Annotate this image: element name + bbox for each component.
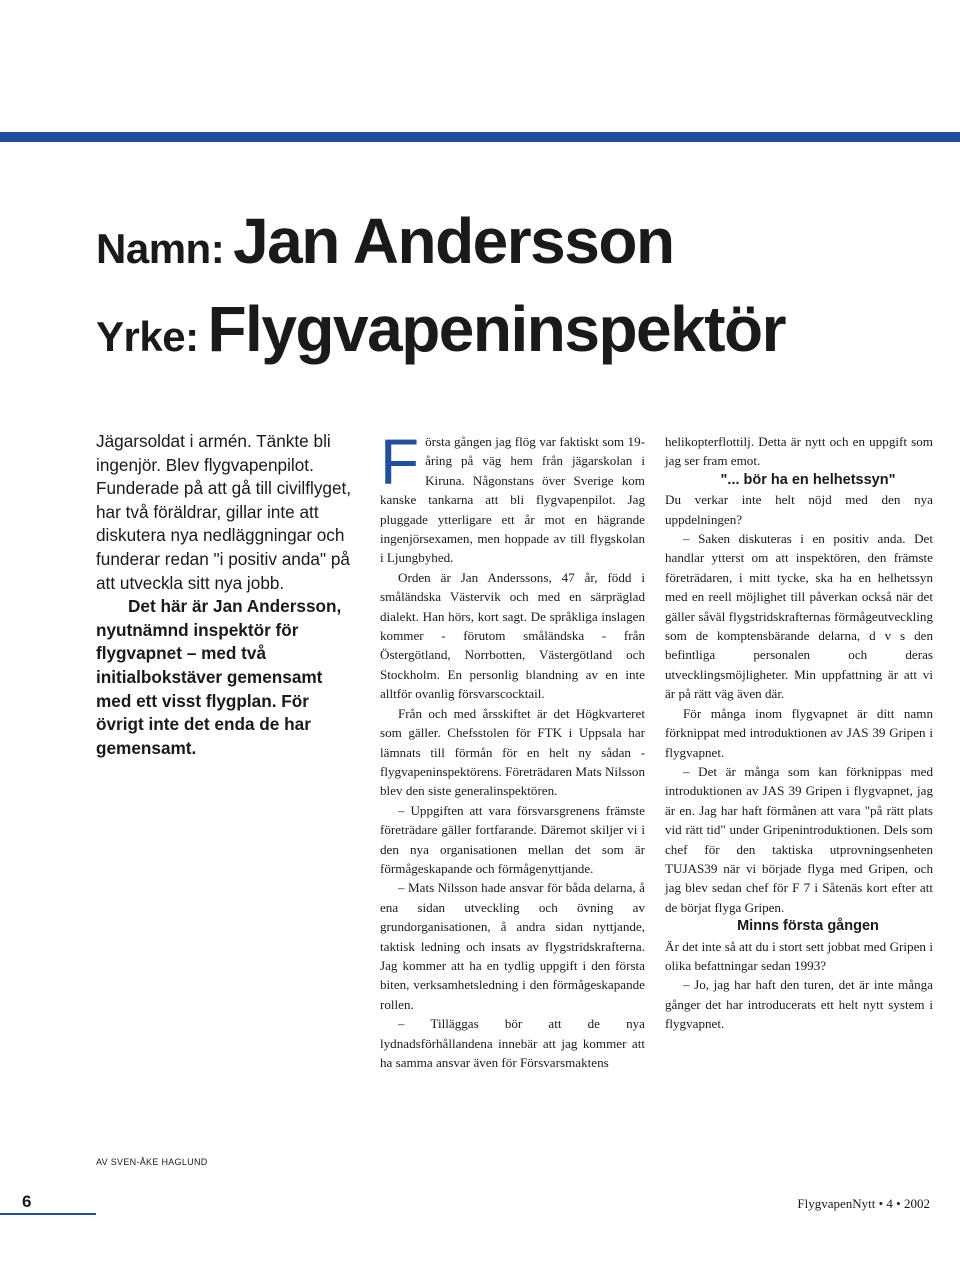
lead-summary: Det här är Jan Andersson, nyutnämnd inspektör för flygvapnet – med två initialbokstäver gemensamt med ett visst flygplan. För övrigt inte det enda de har gemensamt. bbox=[96, 596, 342, 758]
article-paragraph: helikopterflottilj. Detta är nytt och en uppgift som jag ser fram emot. bbox=[665, 434, 933, 469]
byline: AV SVEN-ÅKE HAGLUND bbox=[96, 1157, 208, 1167]
article-column-3 bbox=[665, 432, 933, 1034]
subheading-helhetssyn: "... bör ha en helhetssyn" bbox=[720, 471, 896, 488]
lead-paragraph bbox=[96, 430, 352, 760]
page-number-underline bbox=[0, 1213, 96, 1215]
headline-name bbox=[96, 204, 674, 278]
article-paragraph: Från och med årsskiftet är det Högkvarteret som gäller. Chefsstolen för FTK i Uppsala har lämnats till förmån för en helt ny sådan - flygvapeninspektörens. Företrädaren Mats Nilsson blev den siste generalinspektören. bbox=[380, 705, 645, 799]
article-paragraph: – Tilläggas bör att de nya lydnadsförhållandena innebär att jag kommer att ha samma ansvar även för Försvarsmaktens bbox=[380, 1016, 645, 1070]
opening-text: örsta gången jag flög var faktiskt som 19-åring på väg hem från jägarskolan i Kiruna. Någonstans över Sverige kom kanske tankarna att bli flygvapenpilot. Jag pluggade ytterligare ett år mot en hägrande ingenjörsexamen, men hoppade av till flygskolan i Ljungbyhed. bbox=[380, 434, 645, 566]
name-value: Jan Andersson bbox=[233, 205, 674, 277]
article-paragraph: – Saken diskuteras i en positiv anda. Det handlar ytterst om att inspektören, den främste företrädaren, i mitt tycke, ska ha en helhetssyn med en reell möjlighet till påverkan också när det gäller såväl flygstridskrafternas förmågeutveckling som de komptensbärande delarna, d v s den befintliga personalen och deras utvecklingsmöjligheter. Min uppfattning är att vi är på rätt väg även där. bbox=[665, 531, 933, 702]
article-paragraph: – Uppgiften att vara försvarsgrenens främste företrädare gäller fortfarande. Däremot skiljer vi i den nya organisationen mellan det som är förmågeskapande och förmågenyttjande. bbox=[380, 802, 645, 876]
article-paragraph bbox=[380, 426, 645, 568]
lead-intro: Jägarsoldat i armén. Tänkte bli ingenjör. Blev flygvapenpilot. Funderade på att gå till civilflyget, har två föräldrar, gillar inte att diskutera nya nedläggningar och funderar redan "i positiv anda" på att utveckla sitt nya jobb. bbox=[96, 431, 352, 593]
article-column-2 bbox=[380, 426, 645, 1072]
top-accent-bar bbox=[0, 132, 960, 142]
article-paragraph: – Jo, jag har haft den turen, det är inte många gånger det har introducerats ett helt nytt system i flygvapnet. bbox=[665, 977, 933, 1032]
drop-cap: F bbox=[380, 426, 420, 498]
question-paragraph: För många inom flygvapnet är ditt namn förknippat med introduktionen av JAS 39 Gripen i flygvapnet. bbox=[665, 705, 933, 760]
job-label: Yrke: bbox=[96, 313, 199, 360]
headline-job bbox=[96, 292, 785, 366]
article-paragraph: – Det är många som kan förknippas med introduktionen av JAS 39 Gripen i flygvapnet, jag är en. Jag har haft förmånen att vara "på rätt plats vid rätt tid" under Gripenintroduktionen. Dels som chef för den taktiska utprovningsenheten TUJAS39 när vi började flyga med Gripen, och jag blev sedan chef för F 7 i Såtenäs kort efter att de börjat flyga Gripen. bbox=[665, 763, 933, 915]
article-paragraph: – Mats Nilsson hade ansvar för båda delarna, å ena sidan utveckling och övning av grundorganisationen, å andra sidan nyttjande, taktisk ledning och insats av flygstridskrafterna. Jag kommer att ha en tydlig uppgift i den första biten, verksamhetsledning i den förmågeskapande rollen. bbox=[380, 880, 645, 1012]
question-paragraph: Är det inte så att du i stort sett jobbat med Gripen i olika befattningar sedan 1993? bbox=[665, 938, 933, 973]
question-paragraph: Du verkar inte helt nöjd med den nya uppdelningen? bbox=[665, 492, 933, 527]
job-value: Flygvapeninspektör bbox=[207, 293, 786, 365]
page-number: 6 bbox=[22, 1192, 32, 1211]
publication-footer: FlygvapenNytt • 4 • 2002 bbox=[797, 1196, 930, 1211]
article-paragraph: Orden är Jan Anderssons, 47 år, född i småländska Västervik och med en särpräglad dialekt. Han hörs, kort sagt. De språkliga inslagen kommer - förutom småländska - från Östergötland, Norrbotten, Västergötland och Stockholm. En personlig blandning av en inte alltför ovanlig försvarscocktail. bbox=[380, 569, 645, 702]
subheading-minns: Minns första gången bbox=[737, 918, 879, 935]
name-label: Namn: bbox=[96, 225, 225, 272]
